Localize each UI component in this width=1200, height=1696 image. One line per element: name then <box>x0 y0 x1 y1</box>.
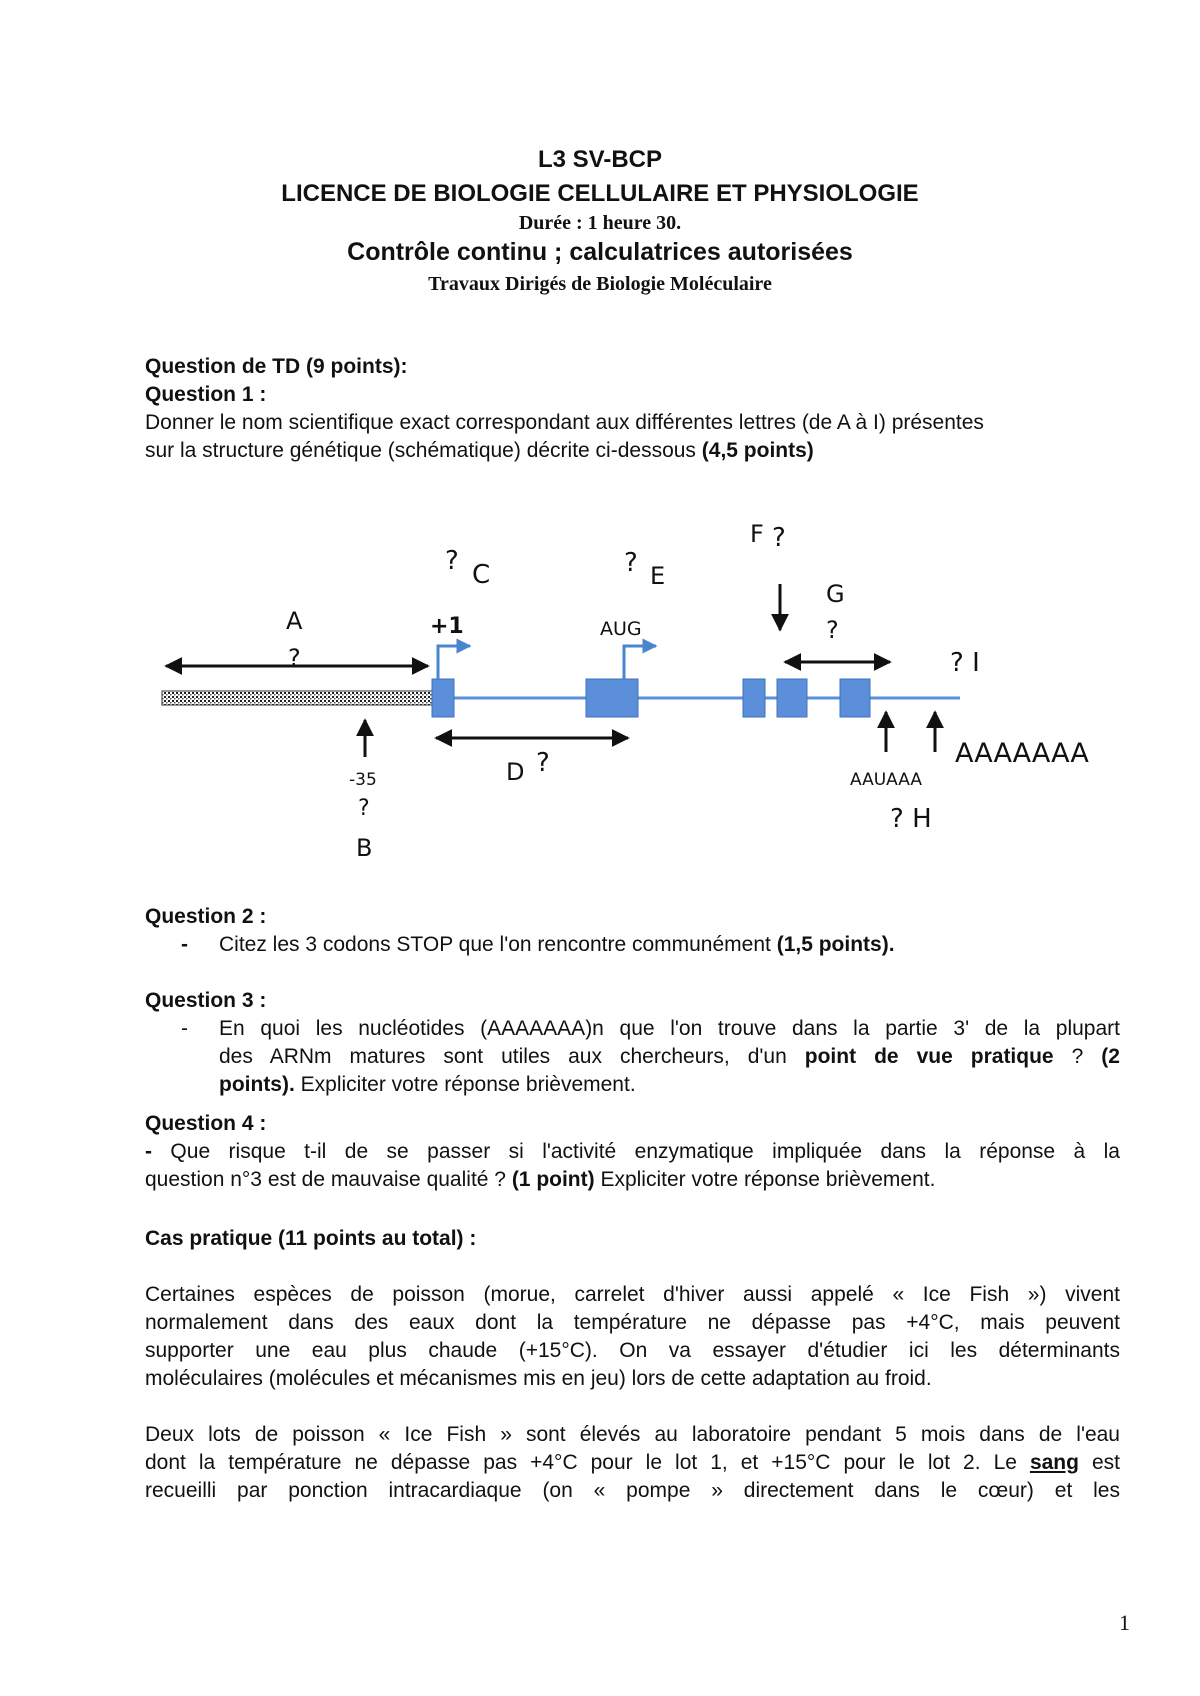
case-paragraph-2-line-3: recueilli par ponction intracardiaque (on « pompe » directement dans le cœur) et les <box>145 1479 1120 1502</box>
label-poly-a: AAAAAAA <box>955 738 1089 769</box>
label-c: C <box>472 560 491 590</box>
question-3-line-1: - En quoi les nucléotides (AAAAAAA)n que l'on trouve dans la partie 3' de la plupart <box>181 1017 1120 1040</box>
case-paragraph-1-line: moléculaires (molécules et mécanismes mis en jeu) lors de cette adaptation au froid. <box>145 1367 932 1390</box>
exam-duration: Durée : 1 heure 30. <box>518 212 682 234</box>
question-1-line-1: Donner le nom scientifique exact correspondant aux différentes lettres (de A à I) présentes <box>145 411 984 434</box>
question-4-line-1: - Que risque t-il de se passer si l'activité enzymatique impliquée dans la réponse à la <box>145 1140 1120 1163</box>
exon-1 <box>432 679 454 717</box>
question-3-line-3: points). Expliciter votre réponse brièvement. <box>219 1073 636 1096</box>
page-number: 1 <box>1119 1610 1130 1635</box>
case-paragraph-1-line: normalement dans des eaux dont la température ne dépasse pas +4°C, mais peuvent <box>145 1311 1120 1334</box>
question-1-line-2: sur la structure génétique (schématique) décrite ci-dessous (4,5 points) <box>145 439 814 462</box>
question-mark-a: ? <box>288 644 301 672</box>
section-title: Question de TD (9 points): <box>145 355 408 378</box>
label-aauaaa: AAUAAA <box>850 770 923 790</box>
label-f: F <box>750 520 764 548</box>
question-mark-f: ? <box>772 523 786 553</box>
exon-2 <box>586 679 638 717</box>
case-study-title: Cas pratique (11 points au total) : <box>145 1227 477 1250</box>
question-mark-g: ? <box>826 616 839 644</box>
case-paragraph-1-line: Certaines espèces de poisson (morue, carrelet d'hiver aussi appelé « Ice Fish ») vivent <box>145 1283 1120 1306</box>
question-2-points: (1,5 points). <box>776 933 895 956</box>
promoter-region <box>162 691 432 705</box>
question-3-block <box>145 987 1120 1099</box>
question-3-title: Question 3 : <box>145 989 267 1012</box>
gene-structure-svg <box>140 520 1140 880</box>
label-aug: AUG <box>600 618 642 640</box>
exon-4 <box>777 679 807 717</box>
question-4-title: Question 4 : <box>145 1112 267 1135</box>
question-mark-b: ? <box>358 796 370 821</box>
case-paragraph-2-line-2: dont la température ne dépasse pas +4°C pour le lot 1, et +15°C pour le lot 2. Le sang est <box>145 1451 1120 1474</box>
question-4-line-2: question n°3 est de mauvaise qualité ? (1 point) Expliciter votre réponse brièvement. <box>145 1168 936 1191</box>
case-paragraph-2-line-1: Deux lots de poisson « Ice Fish » sont élevés au laboratoire pendant 5 mois dans de l'eau <box>145 1423 1120 1446</box>
question-3-line-2: des ARNm matures sont utiles aux chercheurs, d'un point de vue pratique ? (2 <box>219 1045 1120 1068</box>
question-mark-e: ? <box>624 548 638 578</box>
case-study-block <box>145 1225 1120 1505</box>
question-2-title: Question 2 : <box>145 905 267 928</box>
question-2-block <box>145 903 1120 959</box>
exam-type: Contrôle continu ; calculatrices autorisées <box>347 238 853 266</box>
licence-title: LICENCE DE BIOLOGIE CELLULAIRE ET PHYSIOLOGIE <box>281 180 919 207</box>
course-name: Travaux Dirigés de Biologie Moléculaire <box>428 273 772 295</box>
transcription-start-arrow <box>438 646 470 679</box>
label-d: D <box>506 758 525 786</box>
course-code: L3 SV-BCP <box>537 146 663 173</box>
label-minus-35: -35 <box>349 770 377 790</box>
label-b: B <box>356 834 373 862</box>
case-paragraph-1-line: supporter une eau plus chaude (+15°C). On va essayer d'étudier ici les déterminants <box>145 1339 1120 1362</box>
question-mark-c: ? <box>445 546 459 576</box>
exon-5 <box>840 679 870 717</box>
question-1-points: (4,5 points) <box>701 439 814 462</box>
question-2-line: - Citez les 3 codons STOP que l'on rencontre communément (1,5 points). <box>181 933 895 956</box>
question-mark-d: ? <box>536 748 550 778</box>
gene-structure-diagram <box>140 520 1140 880</box>
keyword-sang: sang <box>1029 1451 1079 1474</box>
exon-3 <box>743 679 765 717</box>
translation-start-arrow <box>624 646 656 679</box>
question-mark-h: ? H <box>890 804 932 834</box>
question-1-title: Question 1 : <box>145 383 267 406</box>
label-e: E <box>650 562 666 590</box>
question-1-block <box>145 353 1120 465</box>
label-plus-one: +1 <box>430 614 464 639</box>
question-4-block <box>145 1110 1120 1194</box>
question-mark-i: ? I <box>950 648 980 678</box>
label-a: A <box>286 607 303 635</box>
label-g: G <box>826 580 845 608</box>
